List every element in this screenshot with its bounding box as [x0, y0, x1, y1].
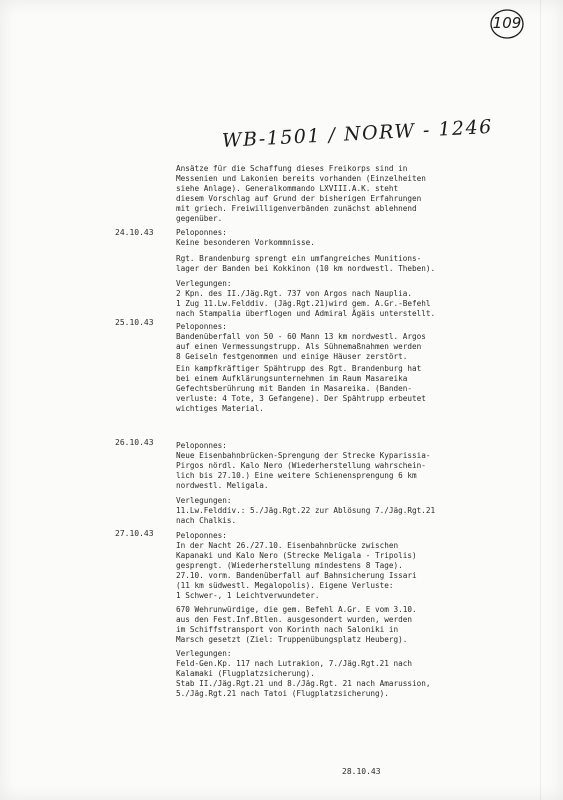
- entry-line: nach Stampalia überflogen und Admiral Ägäis unterstellt.: [176, 309, 436, 318]
- entry-line: Peloponnes:: [176, 228, 227, 237]
- entry-line: im Schiffstransport von Korinth nach Saloniki in: [176, 625, 399, 634]
- entry-line: Peloponnes:: [176, 531, 227, 540]
- entry-line: Rgt. Brandenburg sprengt ein umfangreiches Munitions-: [176, 254, 422, 263]
- entry-line: wichtiges Material.: [176, 404, 264, 413]
- intro-line: Messenien und Lakonien bereits vorhanden (Einzelheiten: [176, 174, 426, 183]
- handwritten-reference: WB-1501 / NORW - 1246: [221, 115, 494, 152]
- intro-line: mit griech. Freiwilligenverbänden zunächst ablehnend: [176, 204, 417, 213]
- page-number: 109: [492, 14, 522, 32]
- entry-line: 8 Geiseln festgenommen und einige Häuser zerstört.: [176, 352, 408, 361]
- entry-line: Marsch gesetzt (Ziel: Truppenübungsplatz Heuberg).: [176, 635, 408, 644]
- entry-line: Stab II./Jäg.Rgt.21 und 8./Jäg.Rgt. 21 nach Amarussion,: [176, 679, 431, 688]
- entry-date: 27.10.43: [115, 529, 154, 538]
- page-number-stamp: [489, 8, 525, 40]
- entry-line: Feld-Gen.Kp. 117 nach Lutrakion, 7./Jäg.Rgt.21 nach: [176, 659, 413, 668]
- entry-line: 1 Zug 11.Lw.Felddiv. (Jäg.Rgt.21)wird gem. A.Gr.-Befehl: [176, 299, 431, 308]
- entry-line: nordwestl. Meligala.: [176, 481, 269, 490]
- entry-line: gesprengt. (Wiederherstellung mindestens 8 Tage).: [176, 561, 403, 570]
- entry-date: 26.10.43: [115, 438, 154, 447]
- entry-date: 25.10.43: [115, 318, 154, 327]
- entry-line: bei einem Aufklärungsunternehmen im Raum Masareika: [176, 374, 408, 383]
- entry-line: Neue Eisenbahnbrücken-Sprengung der Strecke Kyparissia-: [176, 451, 431, 460]
- entry-line: 670 Wehrunwürdige, die gem. Befehl A.Gr. E vom 3.10.: [176, 605, 417, 614]
- entry-line: In der Nacht 26./27.10. Eisenbahnbrücke zwischen: [176, 541, 399, 550]
- scan-artifact: [540, 0, 541, 800]
- entry-line: Ein kampfkräftiger Spähtrupp des Rgt. Brandenburg hat: [176, 364, 422, 373]
- entry-line: verluste: 4 Tote, 3 Gefangene). Der Spähtrupp erbeutet: [176, 394, 426, 403]
- entry-date: 24.10.43: [115, 228, 154, 237]
- entry-line: lager der Banden bei Kokkinon (10 km nordwestl. Theben).: [176, 264, 436, 273]
- entry-line: 11.Lw.Felddiv.: 5./Jäg.Rgt.22 zur Ablösung 7./Jäg.Rgt.21: [176, 506, 436, 515]
- intro-line: gegenüber.: [176, 214, 223, 223]
- entry-line: Kalamaki (Flugplatzsicherung).: [176, 669, 315, 678]
- entry-line: Verlegungen:: [176, 649, 232, 658]
- entry-line: Pirgos nördl. Kalo Nero (Wiederherstellung wahrschein-: [176, 461, 426, 470]
- intro-line: Ansätze für die Schaffung dieses Freikorps sind in: [176, 164, 408, 173]
- entry-line: Peloponnes:: [176, 441, 227, 450]
- entry-line: Peloponnes:: [176, 322, 227, 331]
- entry-line: 27.10. vorm. Bandenüberfall auf Bahnsicherung Issari: [176, 571, 417, 580]
- entry-line: Bandenüberfall von 50 - 60 Mann 13 km nordwestl. Argos: [176, 332, 426, 341]
- entry-line: Gefechtsberührung mit Banden in Masareika. (Banden-: [176, 384, 413, 393]
- entry-line: 5./Jäg.Rgt.21 nach Tatoi (Flugplatzsicherung).: [176, 689, 389, 698]
- entry-line: Keine besonderen Vorkommnisse.: [176, 238, 315, 247]
- entry-line: auf einen Vermessungstrupp. Als Sühnemaßnahmen werden: [176, 342, 422, 351]
- intro-line: diesem Vorschlag auf Grund der bisherigen Erfahrungen: [176, 194, 422, 203]
- entry-line: 2 Kpn. des II./Jäg.Rgt. 737 von Argos nach Nauplia.: [176, 289, 413, 298]
- entry-line: Verlegungen:: [176, 496, 232, 505]
- entry-line: Kapanaki und Kalo Nero (Strecke Meligala - Tripolis): [176, 551, 417, 560]
- entry-line: aus den Fest.Inf.Btlen. ausgesondert wurden, werden: [176, 615, 413, 624]
- entry-line: 1 Schwer-, 1 Leichtverwundeter.: [176, 591, 320, 600]
- entry-line: nach Chalkis.: [176, 516, 237, 525]
- footer-date: 28.10.43: [342, 767, 381, 776]
- entry-line: lich bis 27.10.) Eine weitere Schienensprengung 6 km: [176, 471, 417, 480]
- intro-line: siehe Anlage). Generalkommando LXVIII.A.K. steht: [176, 184, 399, 193]
- entry-line: (11 km südwestl. Megalopolis). Eigene Verluste:: [176, 581, 394, 590]
- entry-line: Verlegungen:: [176, 279, 232, 288]
